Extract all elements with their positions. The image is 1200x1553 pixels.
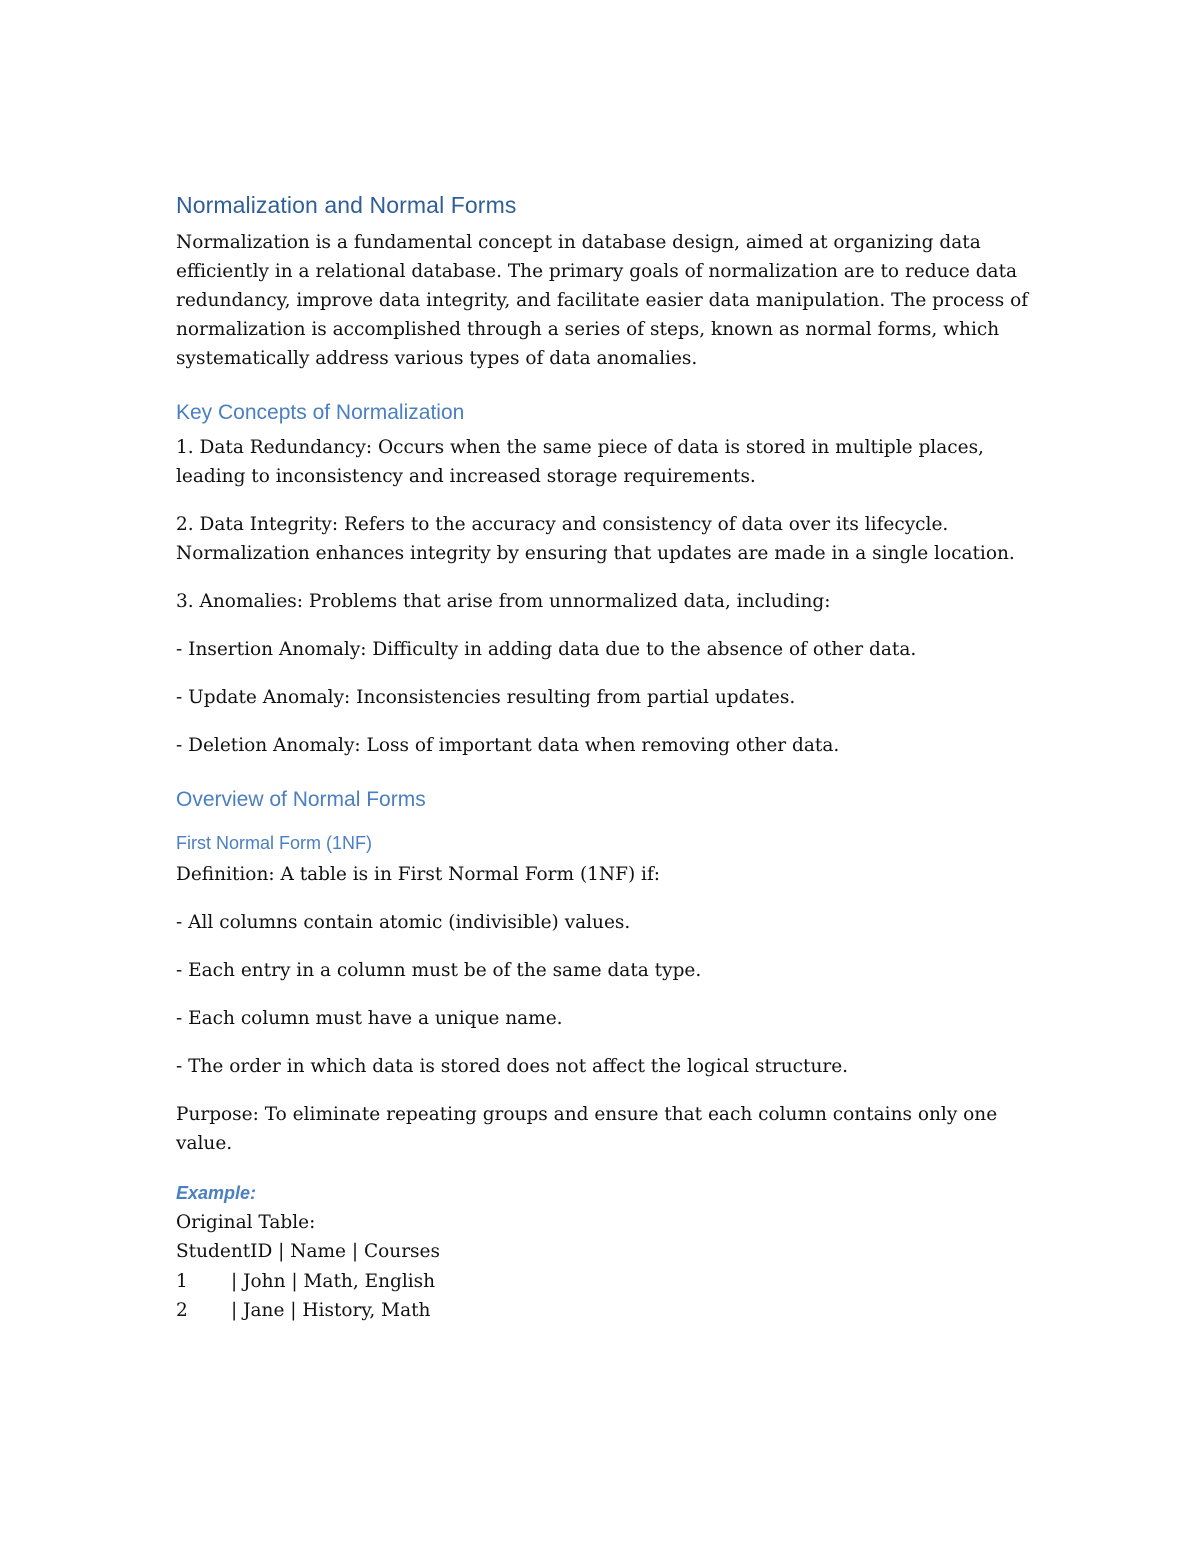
first-nf-rule: - Each entry in a column must be of the same data type. xyxy=(176,960,702,981)
row-id: 1 xyxy=(176,1270,188,1292)
document-page xyxy=(176,190,1056,1326)
original-table-label: Original Table: xyxy=(176,1212,316,1233)
page-title: Normalization and Normal Forms xyxy=(176,192,517,218)
row-values: | John | Math, English xyxy=(231,1270,436,1292)
first-nf-heading: First Normal Form (1NF) xyxy=(176,833,372,853)
table-header: StudentID | Name | Courses xyxy=(176,1241,440,1262)
row-id: 2 xyxy=(176,1300,188,1321)
first-nf-purpose: Purpose: To eliminate repeating groups and ensure that each column contains only one value. xyxy=(176,1104,998,1154)
concept-item: 2. Data Integrity: Refers to the accuracy and consistency of data over its lifecycle. Normalization enhances integrity by ensuring that updates are made in a single location. xyxy=(176,514,1015,564)
intro-paragraph: Normalization is a fundamental concept in database design, aimed at organizing data efficiently in a relational database. The primary goals of normalization are to reduce data redundancy, improve data integrity, and facilitate easier data manipulation. The process of normalization is accomplished through a series of steps, known as normal forms, which systematically address various types of data anomalies. xyxy=(176,232,1029,369)
overview-heading: Overview of Normal Forms xyxy=(176,788,426,811)
anomaly-item: - Insertion Anomaly: Difficulty in adding data due to the absence of other data. xyxy=(176,639,917,660)
key-concepts-heading: Key Concepts of Normalization xyxy=(176,401,465,424)
table-row xyxy=(176,1267,1056,1297)
anomaly-item: - Deletion Anomaly: Loss of important data when removing other data. xyxy=(176,735,840,756)
concept-item: 3. Anomalies: Problems that arise from unnormalized data, including: xyxy=(176,591,831,612)
first-nf-rule: - Each column must have a unique name. xyxy=(176,1008,563,1029)
table-row xyxy=(176,1296,1056,1326)
row-values: | Jane | History, Math xyxy=(231,1300,431,1321)
anomaly-item: - Update Anomaly: Inconsistencies resulting from partial updates. xyxy=(176,687,796,708)
concept-item: 1. Data Redundancy: Occurs when the same piece of data is stored in multiple places, leading to inconsistency and increased storage requirements. xyxy=(176,437,984,487)
example-heading: Example: xyxy=(176,1183,257,1203)
first-nf-rule: - The order in which data is stored does not affect the logical structure. xyxy=(176,1056,849,1077)
first-nf-definition: Definition: A table is in First Normal Form (1NF) if: xyxy=(176,864,661,885)
first-nf-rule: - All columns contain atomic (indivisible) values. xyxy=(176,912,631,933)
